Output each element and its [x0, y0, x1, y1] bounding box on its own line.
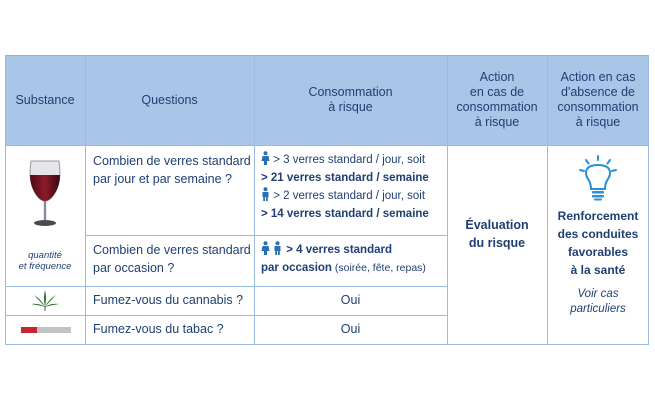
- action-risque-line1: Évaluation: [465, 218, 529, 232]
- risk-man-line1: > 2 verres standard / jour, soit: [273, 190, 426, 202]
- risk-man-line2: > 14 verres standard / semaine: [261, 208, 429, 220]
- header-action-absence-line1: Action en cas: [560, 70, 636, 84]
- woman-icon: [261, 151, 270, 165]
- risk-occasion-line1: > 4 verres standard: [286, 244, 392, 256]
- action-absence-main-line1: Renforcement: [557, 209, 639, 223]
- header-action-absence-line3: consommation: [557, 100, 639, 114]
- row-sep-q1: [85, 235, 447, 236]
- header-action-absence-line2: d'absence de: [561, 85, 635, 99]
- header-action-absence: [547, 55, 649, 145]
- action-absence-main-line3: favorables: [567, 245, 629, 259]
- header-questions: [85, 55, 254, 145]
- header-action-absence-line4: à risque: [575, 115, 621, 129]
- alcool-label: [5, 250, 85, 272]
- question-alcool-occasion-line2: par occasion ?: [93, 261, 175, 275]
- substance-alcool: [5, 145, 85, 286]
- lightbulb-icon: [578, 155, 618, 201]
- action-absence-note-line2: particuliers: [570, 303, 626, 315]
- substance-tabac: [5, 315, 85, 344]
- woman-man-icon: [261, 241, 283, 255]
- risk-alcool-daily: [261, 151, 446, 223]
- question-tabac: [93, 320, 251, 338]
- answer-cannabis-text: Oui: [340, 293, 361, 307]
- screening-table: [5, 55, 649, 345]
- header-consommation: [254, 55, 447, 145]
- risk-occasion-detail: (soirée, fête, repas): [331, 262, 426, 274]
- risk-occasion-bold: par occasion: [261, 262, 332, 274]
- action-absence-main: [547, 207, 649, 279]
- risk-occasion-line2: [261, 259, 446, 277]
- question-cannabis: [93, 291, 251, 309]
- action-absence-note: [547, 287, 649, 317]
- header-action-risque-line2: en cas de: [469, 85, 525, 99]
- question-alcool-daily-line1: Combien de verres standard: [93, 154, 251, 168]
- header-substance-label: Substance: [15, 92, 75, 107]
- risk-alcool-occasion: [261, 241, 446, 277]
- substance-cannabis: [5, 286, 85, 315]
- header-questions-label: Questions: [141, 92, 198, 107]
- wine-glass-icon: [25, 159, 65, 229]
- question-alcool-occasion: [93, 241, 251, 277]
- question-tabac-text: Fumez-vous du tabac ?: [93, 322, 224, 336]
- question-cannabis-text: Fumez-vous du cannabis ?: [93, 293, 244, 307]
- question-alcool-daily-line2: par jour et par semaine ?: [93, 172, 232, 186]
- answer-tabac: [254, 320, 447, 338]
- col-sep-3: [447, 55, 448, 345]
- cannabis-leaf-icon: [30, 289, 60, 311]
- answer-tabac-text: Oui: [340, 322, 361, 336]
- header-consommation-line2: à risque: [328, 100, 373, 114]
- header-consommation-line1: Consommation: [308, 85, 393, 99]
- alcool-label-line1: quantité: [28, 250, 62, 261]
- cigarette-icon: [21, 327, 71, 333]
- risk-man-row: [261, 187, 446, 205]
- header-action-risque-line3: consommation: [456, 100, 538, 114]
- action-absence: [547, 145, 649, 344]
- action-absence-note-line1: Voir cas: [577, 288, 619, 300]
- answer-cannabis: [254, 291, 447, 309]
- action-absence-main-line2: des conduites: [557, 227, 639, 241]
- question-alcool-daily: [93, 152, 251, 188]
- action-risque: [447, 216, 547, 252]
- action-absence-main-line4: à la santé: [570, 263, 626, 277]
- header-substance: [5, 55, 85, 145]
- action-risque-line2: du risque: [468, 236, 526, 250]
- header-action-risque-line4: à risque: [474, 115, 520, 129]
- man-icon: [261, 187, 270, 201]
- question-alcool-occasion-line1: Combien de verres standard: [93, 243, 251, 257]
- border-top: [5, 55, 649, 56]
- risk-woman-line1: > 3 verres standard / jour, soit: [273, 154, 426, 166]
- risk-woman-line2: > 21 verres standard / semaine: [261, 172, 429, 184]
- alcool-label-line2: et fréquence: [18, 261, 72, 272]
- header-action-risque-line1: Action: [479, 70, 515, 84]
- risk-woman-row: [261, 151, 446, 169]
- header-action-risque: [447, 55, 547, 145]
- col-sep-1: [85, 55, 86, 345]
- border-bottom: [5, 344, 649, 345]
- risk-occasion-row: [261, 241, 446, 259]
